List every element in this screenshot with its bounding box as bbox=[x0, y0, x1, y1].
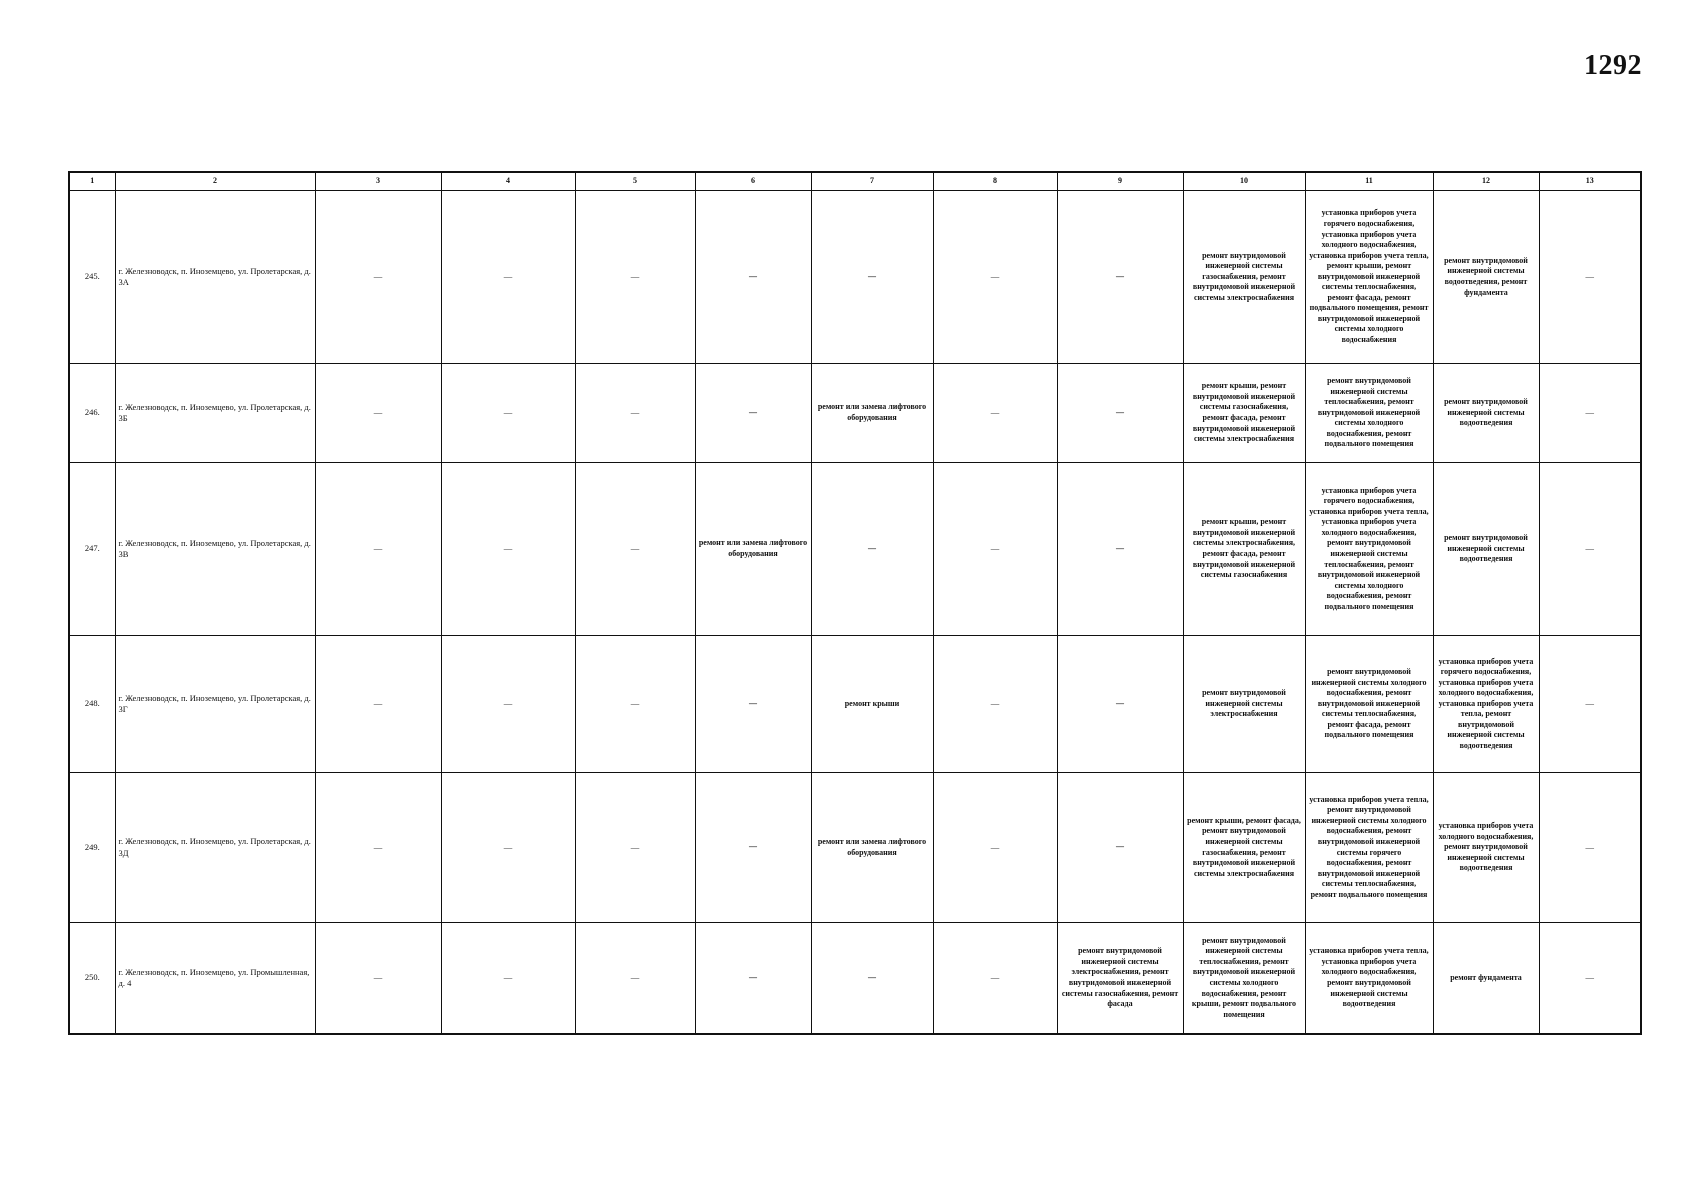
table-cell: — bbox=[441, 923, 575, 1035]
column-header: 7 bbox=[811, 172, 933, 191]
table-cell: ремонт крыши bbox=[811, 636, 933, 773]
table-row bbox=[69, 923, 1641, 1035]
table-cell: установка приборов учета горячего водоснабжения, установка приборов учета холодного водоснабжения, установка приборов учета тепла, ремонт крыши, ремонт внутридомовой инженерной системы теплоснабжения, ремонт фасада, ремонт подвального помещения, ремонт внутридомовой инженерной системы холодного водоснабжения bbox=[1305, 191, 1433, 364]
table-row bbox=[69, 636, 1641, 773]
table-cell: — bbox=[1539, 364, 1641, 463]
table-cell: ремонт или замена лифтового оборудования bbox=[811, 364, 933, 463]
column-header: 12 bbox=[1433, 172, 1539, 191]
table-cell: — bbox=[441, 463, 575, 636]
table-cell: — bbox=[315, 923, 441, 1035]
row-number: 246. bbox=[69, 364, 115, 463]
table-cell: — bbox=[695, 364, 811, 463]
table-cell: — bbox=[1539, 463, 1641, 636]
table-cell: — bbox=[575, 463, 695, 636]
table-cell: ремонт внутридомовой инженерной системы теплоснабжения, ремонт внутридомовой инженерной системы холодного водоснабжения, ремонт крыши, ремонт подвального помещения bbox=[1183, 923, 1305, 1035]
table-cell: ремонт внутридомовой инженерной системы холодного водоснабжения, ремонт внутридомовой инженерной системы теплоснабжения, ремонт фасада, ремонт подвального помещения bbox=[1305, 636, 1433, 773]
column-header: 6 bbox=[695, 172, 811, 191]
row-number: 250. bbox=[69, 923, 115, 1035]
table-cell: — bbox=[441, 636, 575, 773]
table-cell: — bbox=[1057, 364, 1183, 463]
table-cell: — bbox=[315, 364, 441, 463]
table-cell: — bbox=[1539, 773, 1641, 923]
table-cell: ремонт крыши, ремонт фасада, ремонт внутридомовой инженерной системы газоснабжения, ремонт внутридомовой инженерной системы электроснабжения bbox=[1183, 773, 1305, 923]
table-cell: — bbox=[315, 773, 441, 923]
table-cell: — bbox=[441, 773, 575, 923]
table-cell: ремонт внутридомовой инженерной системы водоотведения, ремонт фундамента bbox=[1433, 191, 1539, 364]
table-cell: — bbox=[575, 773, 695, 923]
page-number: 1292 bbox=[1584, 50, 1642, 81]
table-cell: ремонт внутридомовой инженерной системы электроснабжения, ремонт внутридомовой инженерной системы газоснабжения, ремонт фасада bbox=[1057, 923, 1183, 1035]
table-cell: — bbox=[933, 191, 1057, 364]
table-cell: установка приборов учета холодного водоснабжения, ремонт внутридомовой инженерной системы водоотведения bbox=[1433, 773, 1539, 923]
column-header: 1 bbox=[69, 172, 115, 191]
table-cell: ремонт внутридомовой инженерной системы водоотведения bbox=[1433, 364, 1539, 463]
table-cell: — bbox=[695, 191, 811, 364]
row-number: 247. bbox=[69, 463, 115, 636]
table-cell: — bbox=[1057, 773, 1183, 923]
address-cell: г. Железноводск, п. Иноземцево, ул. Пролетарская, д. 3Б bbox=[115, 364, 315, 463]
column-header: 11 bbox=[1305, 172, 1433, 191]
table-cell: — bbox=[575, 923, 695, 1035]
table-cell: — bbox=[575, 636, 695, 773]
table-cell: ремонт фундамента bbox=[1433, 923, 1539, 1035]
column-header: 13 bbox=[1539, 172, 1641, 191]
address-cell: г. Железноводск, п. Иноземцево, ул. Пролетарская, д. 3Г bbox=[115, 636, 315, 773]
table-cell: ремонт или замена лифтового оборудования bbox=[811, 773, 933, 923]
row-number: 249. bbox=[69, 773, 115, 923]
repair-program-table bbox=[68, 171, 1642, 1035]
table-cell: ремонт внутридомовой инженерной системы электроснабжения bbox=[1183, 636, 1305, 773]
table-cell: — bbox=[933, 636, 1057, 773]
table-cell: — bbox=[315, 191, 441, 364]
table-cell: ремонт крыши, ремонт внутридомовой инженерной системы газоснабжения, ремонт фасада, ремонт внутридомовой инженерной системы электроснабжения bbox=[1183, 364, 1305, 463]
table-cell: — bbox=[315, 636, 441, 773]
address-cell: г. Железноводск, п. Иноземцево, ул. Пролетарская, д. 3А bbox=[115, 191, 315, 364]
table-cell: — bbox=[441, 364, 575, 463]
table-cell: установка приборов учета тепла, установка приборов учета холодного водоснабжения, ремонт внутридомовой инженерной системы водоотведения bbox=[1305, 923, 1433, 1035]
column-header: 3 bbox=[315, 172, 441, 191]
table-row bbox=[69, 191, 1641, 364]
table-cell: — bbox=[811, 191, 933, 364]
table-cell: ремонт или замена лифтового оборудования bbox=[695, 463, 811, 636]
table-cell: установка приборов учета горячего водоснабжения, установка приборов учета холодного водоснабжения, установка приборов учета тепла, ремонт внутридомовой инженерной системы водоотведения bbox=[1433, 636, 1539, 773]
table-row bbox=[69, 463, 1641, 636]
table-cell: ремонт внутридомовой инженерной системы теплоснабжения, ремонт внутридомовой инженерной системы холодного водоснабжения, ремонт подвального помещения bbox=[1305, 364, 1433, 463]
table-cell: ремонт внутридомовой инженерной системы газоснабжения, ремонт внутридомовой инженерной системы электроснабжения bbox=[1183, 191, 1305, 364]
column-header: 2 bbox=[115, 172, 315, 191]
table-cell: установка приборов учета горячего водоснабжения, установка приборов учета тепла, установка приборов учета холодного водоснабжения, ремонт внутридомовой инженерной системы теплоснабжения, ремонт внутридомовой инженерной системы холодного водоснабжения, ремонт подвального помещения bbox=[1305, 463, 1433, 636]
table-cell: — bbox=[695, 636, 811, 773]
table-cell: установка приборов учета тепла, ремонт внутридомовой инженерной системы холодного водоснабжения, ремонт внутридомовой инженерной системы горячего водоснабжения, ремонт внутридомовой инженерной системы теплоснабжения, ремонт подвального помещения bbox=[1305, 773, 1433, 923]
column-header: 9 bbox=[1057, 172, 1183, 191]
table-cell: — bbox=[695, 773, 811, 923]
column-header: 10 bbox=[1183, 172, 1305, 191]
table-cell: — bbox=[933, 463, 1057, 636]
table-cell: ремонт внутридомовой инженерной системы водоотведения bbox=[1433, 463, 1539, 636]
table-cell: — bbox=[811, 463, 933, 636]
table-cell: — bbox=[1539, 923, 1641, 1035]
table-cell: — bbox=[1539, 191, 1641, 364]
table-cell: — bbox=[1539, 636, 1641, 773]
table-row bbox=[69, 364, 1641, 463]
column-number-row bbox=[69, 172, 1641, 191]
row-number: 248. bbox=[69, 636, 115, 773]
row-number: 245. bbox=[69, 191, 115, 364]
table-cell: — bbox=[933, 923, 1057, 1035]
table-cell: — bbox=[695, 923, 811, 1035]
column-header: 4 bbox=[441, 172, 575, 191]
table-cell: ремонт крыши, ремонт внутридомовой инженерной системы электроснабжения, ремонт фасада, ремонт внутридомовой инженерной системы газоснабжения bbox=[1183, 463, 1305, 636]
table-cell: — bbox=[441, 191, 575, 364]
table-row bbox=[69, 773, 1641, 923]
table-cell: — bbox=[575, 191, 695, 364]
address-cell: г. Железноводск, п. Иноземцево, ул. Пролетарская, д. 3В bbox=[115, 463, 315, 636]
table-cell: — bbox=[315, 463, 441, 636]
table-cell: — bbox=[1057, 191, 1183, 364]
table-container bbox=[68, 171, 1640, 1035]
table-cell: — bbox=[1057, 463, 1183, 636]
table-cell: — bbox=[811, 923, 933, 1035]
column-header: 5 bbox=[575, 172, 695, 191]
table-cell: — bbox=[575, 364, 695, 463]
table-cell: — bbox=[1057, 636, 1183, 773]
table-cell: — bbox=[933, 364, 1057, 463]
address-cell: г. Железноводск, п. Иноземцево, ул. Пролетарская, д. 3Д bbox=[115, 773, 315, 923]
address-cell: г. Железноводск, п. Иноземцево, ул. Промышленная, д. 4 bbox=[115, 923, 315, 1035]
table-cell: — bbox=[933, 773, 1057, 923]
column-header: 8 bbox=[933, 172, 1057, 191]
